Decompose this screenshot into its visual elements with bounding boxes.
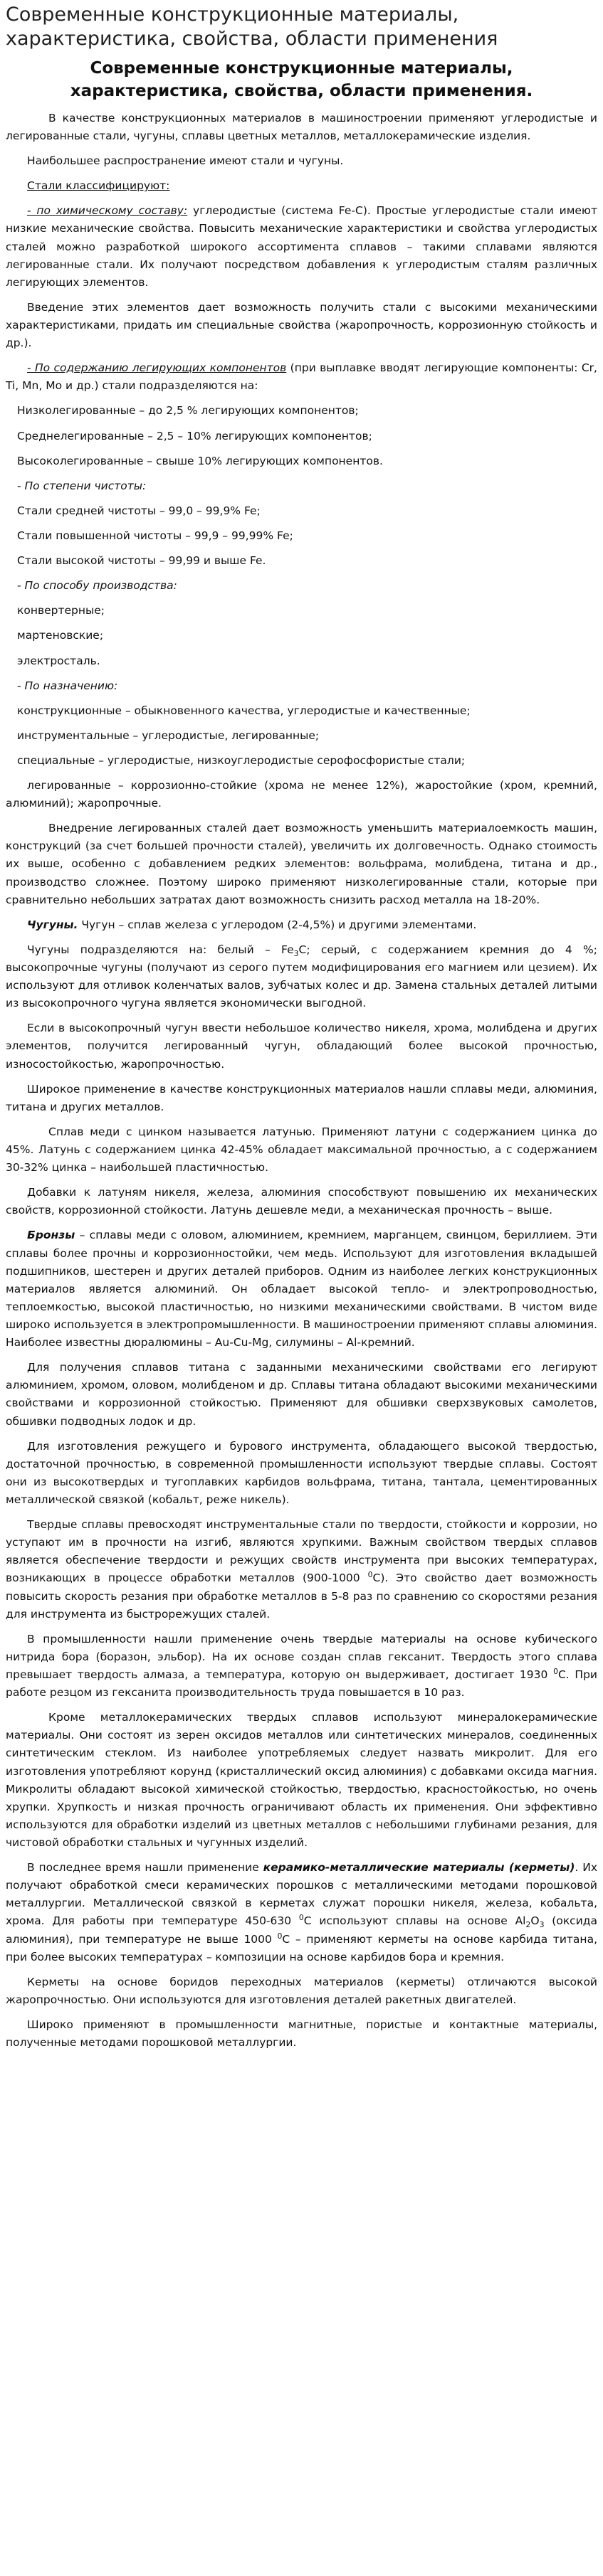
paragraph: В качестве конструкционных материалов в машиностроении применяют углеродистые и легированные стали, чугуны, сплавы цветных металлов, металлокерамические изделия. [6,111,597,142]
list-item: Стали средней чистоты – 99,0 – 99,9% Fe; [17,504,261,517]
paragraph: Внедрение легированных сталей дает возможность уменьшить материалоемкость машин, конструкций (за счет большей прочности сталей), увеличить их долговечность. Однако стоимость их выше, особенно с добавлением редких элементов: вольфрама, молибдена, титана и др., производство сложнее. Поэтому широко применяют низколегированные стали, которые при сравнительно небольших затратах дают возможность снизить расход металла на 18-20%. [6,822,597,906]
paragraph: Керметы на основе боридов переходных материалов (керметы) отличаются высокой жаропрочностью. Они используются для изготовления деталей ракетных двигателей. [6,1975,597,2006]
paragraph: Если в высокопрочный чугун ввести небольшое количество никеля, хрома, молибдена и других элементов, получится легированный чугун, обладающий более высокой прочностью, износостойкостью, жаропрочностью. [6,1022,597,1071]
paragraph-text: O [530,1914,540,1928]
paragraph [6,177,597,195]
subscript: 2 [525,1920,531,1930]
document-page [0,3,603,2066]
list-item: Низколегированные – до 2,5 % легирующих компонентов; [17,404,359,418]
paragraph: Добавки к латуням никеля, железа, алюминия способствуют повышению их механических свойств, коррозионной стойкости. Латунь дешевле меди, а механическая прочность – выше. [6,1186,597,1217]
paragraph-text: C – применяют керметы на основе карбида титана, при более высоких температурах – композиции на основе карбидов бора и кремния. [6,1932,597,1963]
paragraph: Введение этих элементов дает возможность получить стали с высокими механическими характеристиками, придать им специальные свойства (жаропрочность, коррозионную стойкость и др.). [6,300,597,350]
paragraph-text: углеродистые (система Fe-C). Простые углеродистые стали имеют низкие механические свойства. Повысить механические характеристики и свойства углеродистых сталей можно разработкой широкого ассортимента сплавов – такими сплавами являются легированные стали. Их получают посредством добавления к углеродистым сталям различных легирующих элементов. [6,204,598,289]
paragraph: Наибольшее распространение имеют стали и чугуны. [27,154,344,168]
emphasis: - по химическому составу: [27,204,188,218]
list-item: специальные – углеродистые, низкоуглеродистые серофосфористые стали; [17,753,466,767]
list-item: инструментальные – углеродистые, легированные; [17,728,320,742]
list-heading: - По назначению: [17,679,118,692]
paragraph-text: C используют сплавы на основе Al [303,1914,526,1928]
paragraph [6,916,597,934]
list-heading: - По способу производства: [17,579,177,593]
subscript: 3 [539,1920,545,1930]
term: Чугуны. [27,918,78,931]
paragraph-text: C). Это свойство дает возможность повысить скорость резания при обработке металлов в 5-8 раз по сравнению со скоростями резания для инструмента из быстрорежущих сталей. [6,1571,597,1621]
list-item: Среднелегированные – 2,5 – 10% легирующих компонентов; [17,429,372,442]
superscript: 0 [553,1666,558,1676]
paragraph-text: (оксида алюминия), при температуре не выше 1000 [6,1914,597,1946]
site-title: Современные конструкционные материалы, характеристика, свойства, области применения [6,4,498,50]
paragraph [6,1516,597,1623]
classification-heading: Стали классифицируют: [27,179,170,193]
paragraph-text: Чугун – сплав железа с углеродом (2-4,5%) и другими элементами. [78,918,477,931]
term: Бронзы [27,1229,75,1242]
paragraph: Широкое применение в качестве конструкционных материалов нашли сплавы меди, алюминия, титана и других металлов. [6,1082,597,1113]
paragraph-text: C. При работе резцом из гексанита производительность труда повышается в 10 раз. [6,1668,597,1700]
paragraph-text: В последнее время нашли применение [27,1861,263,1875]
list-heading: - По степени чистоты: [17,479,147,492]
paragraph [6,1859,597,1966]
paragraph-text: . Их получают обработкой смеси керамических порошков с металлическими методами порошковой металлургии. Металлической связкой в керметах служат порошки никеля, железа, кобальта, хрома. Для работы при температуре 450-630 [6,1861,597,1928]
list-item: конструкционные – обыкновенного качества, углеродистые и качественные; [17,704,471,717]
paragraph-text: – сплавы меди с оловом, алюминием, кремнием, марганцем, свинцом, бериллием. Эти сплавы более прочны и коррозионностойки, чем медь. Используют для изготовления вкладышей подшипников, шестерен и других деталей приборов. Одним из наиболее легких конструкционных материалов является алюминий. Он обладает высокой тепло- и электропроводностью, теплоемкостью, высокой пластичностью, но низкими механическими свойствами. В чистом виде широко используется в электропромышленности. В машиностроении применяют сплавы алюминия. Наиболее известны дюралюмины – Au-Cu-Mg, силумины – Al-кремний. [6,1229,597,1350]
paragraph: Кроме металлокерамических твердых сплавов используют минералокерамические материалы. Они состоят из зерен оксидов металлов или синтетических минералов, соединенных синтетическим стеклом. Из наиболее употребляемых следует назвать микролит. Для его изготовления употребляют корунд (кристаллический оксид алюминия) с добавками оксида магния. Микролиты обладают высокой химической стойкостью, твердостью, красностойкостью, но очень хрупки. Хрупкость и низкая прочность ограничивают область их применения. Они эффективно используются для обработки изделий из цветных металлов с небольшими глубинами резания, для чистовой обработки стальных и чугунных изделий. [6,1711,597,1849]
paragraph: Широко применяют в промышленности магнитные, пористые и контактные материалы, полученные методами порошковой металлургии. [6,2018,597,2050]
list-item: легированные – коррозионно-стойкие (хрома не менее 12%), жаростойкие (хром, кремний, алюминий); жаропрочные. [6,779,597,810]
list-item: Высоколегированные – свыше 10% легирующих компонентов. [17,454,383,467]
paragraph-text: (при выплавке вводят легирующие компоненты: Cr, Ti, Mn, Mo и др.) стали подразделяются на: [6,361,597,393]
paragraph [6,941,597,1012]
paragraph-text: Твердые сплавы превосходят инструментальные стали по твердости, стойкости и коррозии, но уступают им в прочности на изгиб, являются хрупкими. Важным свойством твердых сплавов является обеспечение твердости и режущих свойств инструмента при высоких температурах, возникающих в процессе обработки металлов (900-1000 [6,1518,597,1585]
paragraph-text: C; серый, с содержанием кремния до 4 %; высокопрочные чугуны (получают из серого путем модифицирования его магнием или цезием). Их используют для отливок коленчатых валов, зубчатых колес и др. Замена стальных деталей литыми из высокопрочного чугуна является экономически выгодной. [6,943,597,1010]
term: керамико-металлические материалы (керметы) [263,1861,575,1875]
paragraph-text: В промышленности нашли применение очень твердые материалы на основе кубического нитрида бора (боразон, эльбор). На их основе создан сплав гексанит. Твердость этого сплава превышает твердость алмаза, а температура, которую он выдерживает, достигает 1930 [6,1632,597,1681]
list-item: электросталь. [17,654,100,667]
emphasis: - По содержанию легирующих компонентов [27,361,287,375]
list-item: конвертерные; [17,604,105,618]
superscript: 0 [367,1570,373,1580]
paragraph [6,1226,597,1352]
paragraph [6,1631,597,1702]
paragraph-text: Чугуны подразделяются на: белый – Fe [27,943,294,956]
subscript: 3 [293,949,299,959]
paragraph: Для получения сплавов титана с заданными механическими свойствами его легируют алюминием, хромом, оловом, молибденом и др. Сплавы титана обладают высокими механическими свойствами и коррозионной стойкостью. Применяют для обшивки сверхзвуковых самолетов, обшивки подводных лодок и др. [6,1361,597,1428]
paragraph: Для изготовления режущего и бурового инструмента, обладающего высокой твердостью, достаточной прочностью, в современной промышленности используют твердые сплавы. Состоят они из высокотвердых и тугоплавких карбидов вольфрама, титана, тантала, цементированных металлической связкой (кобальт, реже никель). [6,1439,597,1506]
article-title: Современные конструкционные материалы, характеристика, свойства, области применения. [70,58,533,100]
paragraph [6,202,597,292]
paragraph [6,359,597,395]
list-item: Стали высокой чистоты – 99,99 и выше Fe. [17,554,266,568]
paragraph: Сплав меди с цинком называется латунью. Применяют латуни с содержанием цинка до 45%. Латунь с содержанием цинка 42-45% обладает максимальной прочностью, а с содержанием 30-32% цинка – наибольшей пластичностью. [6,1125,597,1175]
superscript: 0 [298,1913,304,1923]
list-item: Стали повышенной чистоты – 99,9 – 99,99% Fe; [17,529,293,542]
list-item: мартеновские; [17,629,104,642]
superscript: 0 [277,1931,283,1941]
